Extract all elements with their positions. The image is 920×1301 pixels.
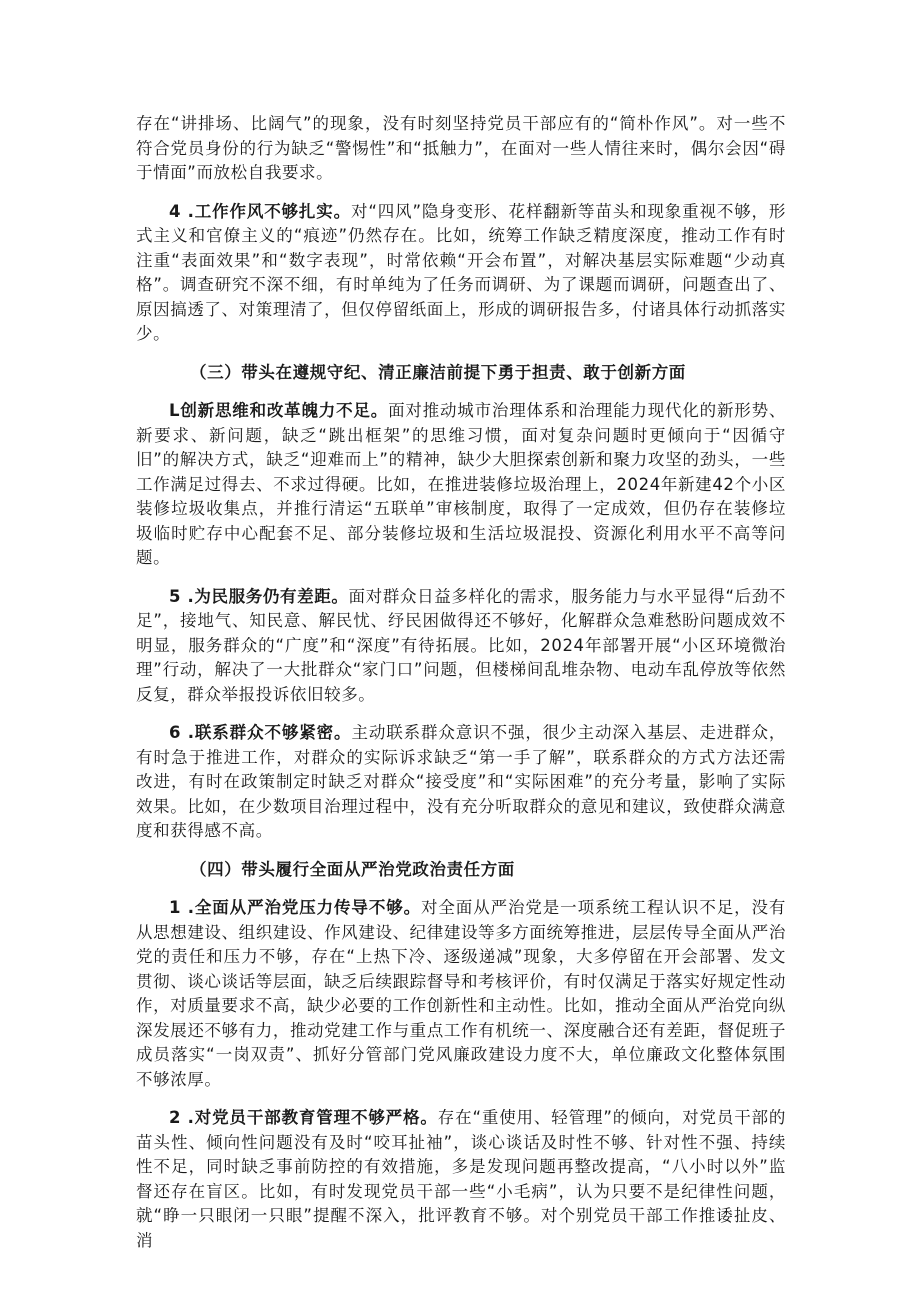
section-heading-4: （四）带头履行全面从严治党政治责任方面: [190, 859, 515, 879]
paragraph-innovation-text: 面对推动城市治理体系和治理能力现代化的新形势、新要求、新问题，缺乏“跳出框架”的思维习惯，面对复杂问题时更倾向于“因循守旧”的解决方式，缺乏“迎难而上”的精神，缺少大胆探索创新和聚力攻坚的劲头，一些工作满足过得去、不求过得硬。比如，在推进装修垃圾治理上，2024年新建42个小区装修垃圾收集点，并推行清运“五联单”审核制度，取得了一定成效，但仍存在装修垃圾临时贮存中心配套不足、部分装修垃圾和生活垃圾混投、资源化利用水平不高等问题。: [136, 401, 786, 567]
paragraph-cadre-management-text: 存在“重使用、轻管理”的倾向，对党员干部的苗头性、倾向性问题没有及时“咬耳扯袖”，谈心谈话及时性不够、针对性不强、持续性不足，同时缺乏事前防控的有效措施，多是发现问题再整改提高，“八小时以外”监督还存在盲区。比如，有时发现党员干部一些“小毛病”，认为只要不是纪律性问题，就“睁一只眼闭一只眼”提醒不深入，批评教育不够。对个别党员干部工作推诿扯皮、消: [136, 1108, 786, 1250]
section-heading-3: （三）带头在遵规守纪、清正廉洁前提下勇于担责、敢于创新方面: [190, 362, 686, 382]
paragraph-party-governance-text: 对全面从严治党是一项系统工程认识不足，没有从思想建设、组织建设、作风建设、纪律建设等多方面统筹推进，层层传导全面从严治党的责任和压力不够，存在“上热下冷、逐级递减”现象，大多停留在开会部署、发文贯彻、谈心谈话等层面，缺乏后续跟踪督导和考核评价，有时仅满足于落实好规定性动作，对质量要求不高，缺少必要的工作创新性和主动性。比如，推动全面从严治党向纵深发展还不够有力，推动党建工作与重点工作有机统一、深度融合还有差距，督促班子成员落实“一岗双责”、抓好分管部门党风廉政建设力度不大，单位廉政文化整体氛围不够浓厚。: [136, 898, 786, 1089]
paragraph-service: [136, 585, 786, 708]
paragraph-contact-masses-lead: 6 .联系群众不够紧密。: [169, 723, 352, 742]
paragraph-cadre-management-lead: 2 .对党员干部教育管理不够严格。: [169, 1108, 438, 1127]
paragraph-contact-masses: [136, 721, 786, 844]
paragraph-1-text: 存在“讲排场、比阔气”的现象，没有时刻坚持党员干部应有的“简朴作风”。对一些不符合党员身份的行为缺乏“警惕性”和“抵触力”，在面对一些人情往来时，偶尔会因“碍于情面”而放松自我要求。: [136, 114, 786, 182]
paragraph-innovation-lead: L创新思维和改革魄力不足。: [169, 401, 389, 420]
document-page: [136, 112, 786, 1267]
paragraph-cadre-management: [136, 1106, 786, 1253]
paragraph-work-style-text: 对“四风”隐身变形、花样翻新等苗头和现象重视不够，形式主义和官僚主义的“痕迹”仍然存在。比如，统筹工作缺乏精度深度，推动工作有时注重“表面效果”和“数字表现”，时常依赖“开会布置”，对解决基层实际难题“少动真格”。调查研究不深不细，有时单纯为了任务而调研、为了课题而调研，问题查出了、原因搞透了、对策理清了，但仅停留纸面上，形成的调研报告多，付诸具体行动抓落实少。: [136, 201, 786, 343]
paragraph-1: [136, 112, 786, 186]
paragraph-service-text: 面对群众日益多样化的需求，服务能力与水平显得“后劲不足”，接地气、知民意、解民忧、纾民困做得还不够好，化解群众急难愁盼问题成效不明显，服务群众的“广度”和“深度”有待拓展。比如，2024年部署开展“小区环境微治理”行动，解决了一大批群众“家门口”问题，但楼梯间乱堆杂物、电动车乱停放等依然反复，群众举报投诉依旧较多。: [136, 586, 786, 704]
paragraph-service-lead: 5 .为民服务仍有差距。: [169, 586, 349, 606]
paragraph-work-style: [136, 200, 786, 347]
paragraph-contact-masses-text: 主动联系群众意识不强，很少主动深入基层、走进群众，有时急于推进工作，对群众的实际诉求缺乏“第一手了解”，联系群众的方式方法还需改进，有时在政策制定时缺乏对群众“接受度”和“实际困难”的充分考量，影响了实际效果。比如，在少数项目治理过程中，没有充分听取群众的意见和建议，致使群众满意度和获得感不高。: [136, 723, 786, 840]
paragraph-party-governance: [136, 896, 786, 1092]
paragraph-innovation: [136, 399, 786, 571]
paragraph-work-style-lead: 4 .工作作风不够扎实。: [169, 201, 351, 221]
paragraph-party-governance-lead: 1 .全面从严治党压力传导不够。: [169, 898, 422, 917]
